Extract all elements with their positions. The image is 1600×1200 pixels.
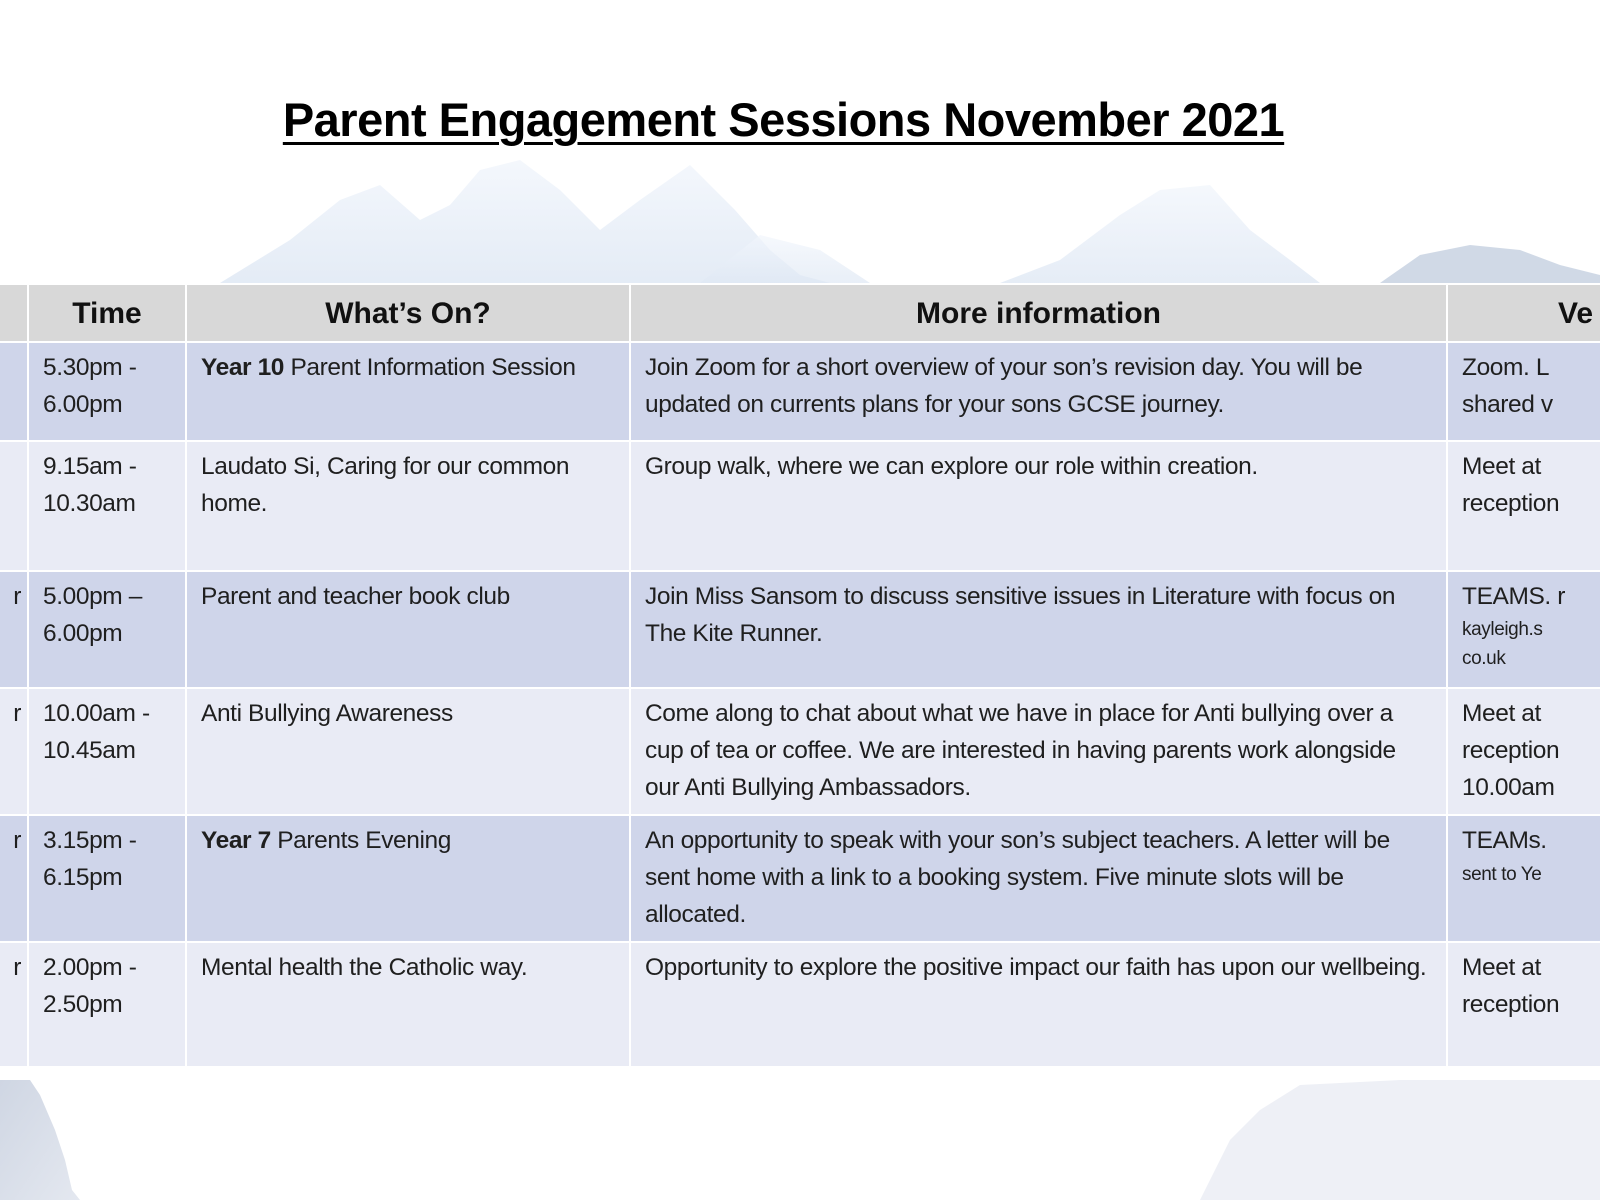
whats-on-cell — [186, 441, 630, 571]
whats-on-text: Anti Bullying Awareness — [201, 700, 453, 727]
whats-on-cell — [186, 815, 630, 942]
page-title — [0, 92, 1600, 147]
venue-cell — [1447, 571, 1600, 688]
more-info-cell: Opportunity to explore the positive impact our faith has upon our wellbeing. — [630, 942, 1447, 1067]
time-cell — [28, 342, 186, 441]
table-row — [0, 688, 1600, 815]
column-header-time: Time — [28, 284, 186, 342]
time-end: 10.45am — [43, 737, 136, 764]
whats-on-cell — [186, 942, 630, 1067]
table-row — [0, 942, 1600, 1067]
venue-email-line: kayleigh.s — [1462, 619, 1543, 640]
venue-line: Meet at — [1462, 453, 1541, 480]
whats-on-bold: Year 7 — [201, 827, 271, 854]
sessions-table-container — [0, 283, 1600, 1068]
sessions-table — [0, 283, 1600, 1068]
venue-line: reception — [1462, 490, 1560, 517]
more-info-cell: Come along to chat about what we have in place for Anti bullying over a cup of tea or coffee. We are interested in having parents work alongside our Anti Bullying Ambassadors. — [630, 688, 1447, 815]
column-header-day — [0, 284, 28, 342]
table-row — [0, 571, 1600, 688]
time-start: 5.00pm – — [43, 583, 142, 610]
more-info-cell: Join Zoom for a short overview of your son’s revision day. You will be updated on currents plans for your sons GCSE journey. — [630, 342, 1447, 441]
venue-cell — [1447, 688, 1600, 815]
venue-line: 10.00am — [1462, 774, 1555, 801]
time-end: 6.00pm — [43, 620, 123, 647]
table-row — [0, 441, 1600, 571]
whats-on-text: Parent and teacher book club — [201, 583, 510, 610]
day-cell: r — [0, 942, 28, 1067]
venue-line: TEAMs. — [1462, 827, 1547, 854]
day-cell: r — [0, 571, 28, 688]
venue-line: TEAMS. r — [1462, 583, 1565, 610]
venue-line: Zoom. L — [1462, 354, 1550, 381]
venue-cell — [1447, 441, 1600, 571]
more-info-cell: An opportunity to speak with your son’s subject teachers. A letter will be sent home with a link to a booking system. Five minute slots will be allocated. — [630, 815, 1447, 942]
day-cell — [0, 441, 28, 571]
venue-cell — [1447, 942, 1600, 1067]
whats-on-cell — [186, 688, 630, 815]
whats-on-text: Parents Evening — [270, 827, 451, 854]
more-info-cell: Join Miss Sansom to discuss sensitive issues in Literature with focus on The Kite Runner. — [630, 571, 1447, 688]
day-cell: r — [0, 688, 28, 815]
time-start: 10.00am - — [43, 700, 150, 727]
venue-cell — [1447, 342, 1600, 441]
column-header-more-info: More information — [630, 284, 1447, 342]
time-cell — [28, 942, 186, 1067]
venue-line: Meet at — [1462, 954, 1541, 981]
venue-line: reception — [1462, 737, 1560, 764]
venue-note-line: sent to Ye — [1462, 864, 1542, 885]
day-cell — [0, 342, 28, 441]
whats-on-cell — [186, 342, 630, 441]
time-start: 5.30pm - — [43, 354, 137, 381]
day-cell: r — [0, 815, 28, 942]
time-cell — [28, 815, 186, 942]
venue-cell — [1447, 815, 1600, 942]
column-header-venue-text: Ve — [1558, 296, 1594, 330]
whats-on-bold: Year 10 — [201, 354, 285, 381]
table-header-row — [0, 284, 1600, 342]
time-cell — [28, 688, 186, 815]
time-end: 2.50pm — [43, 991, 123, 1018]
column-header-whats-on: What’s On? — [186, 284, 630, 342]
time-start: 9.15am - — [43, 453, 137, 480]
time-start: 3.15pm - — [43, 827, 137, 854]
venue-line: reception — [1462, 991, 1560, 1018]
time-cell — [28, 571, 186, 688]
time-end: 6.00pm — [43, 391, 123, 418]
time-cell — [28, 441, 186, 571]
table-row — [0, 815, 1600, 942]
time-start: 2.00pm - — [43, 954, 137, 981]
venue-email-line: co.uk — [1462, 648, 1506, 669]
page-title-text: Parent Engagement Sessions November 2021 — [282, 93, 1285, 146]
venue-line: shared v — [1462, 391, 1553, 418]
more-info-cell: Group walk, where we can explore our role within creation. — [630, 441, 1447, 571]
time-end: 10.30am — [43, 490, 136, 517]
whats-on-cell — [186, 571, 630, 688]
whats-on-text: Laudato Si, Caring for our common home. — [201, 453, 570, 517]
whats-on-text: Mental health the Catholic way. — [201, 954, 528, 981]
whats-on-text: Parent Information Session — [284, 354, 576, 381]
column-header-venue — [1447, 284, 1600, 342]
table-row — [0, 342, 1600, 441]
time-end: 6.15pm — [43, 864, 123, 891]
venue-line: Meet at — [1462, 700, 1541, 727]
